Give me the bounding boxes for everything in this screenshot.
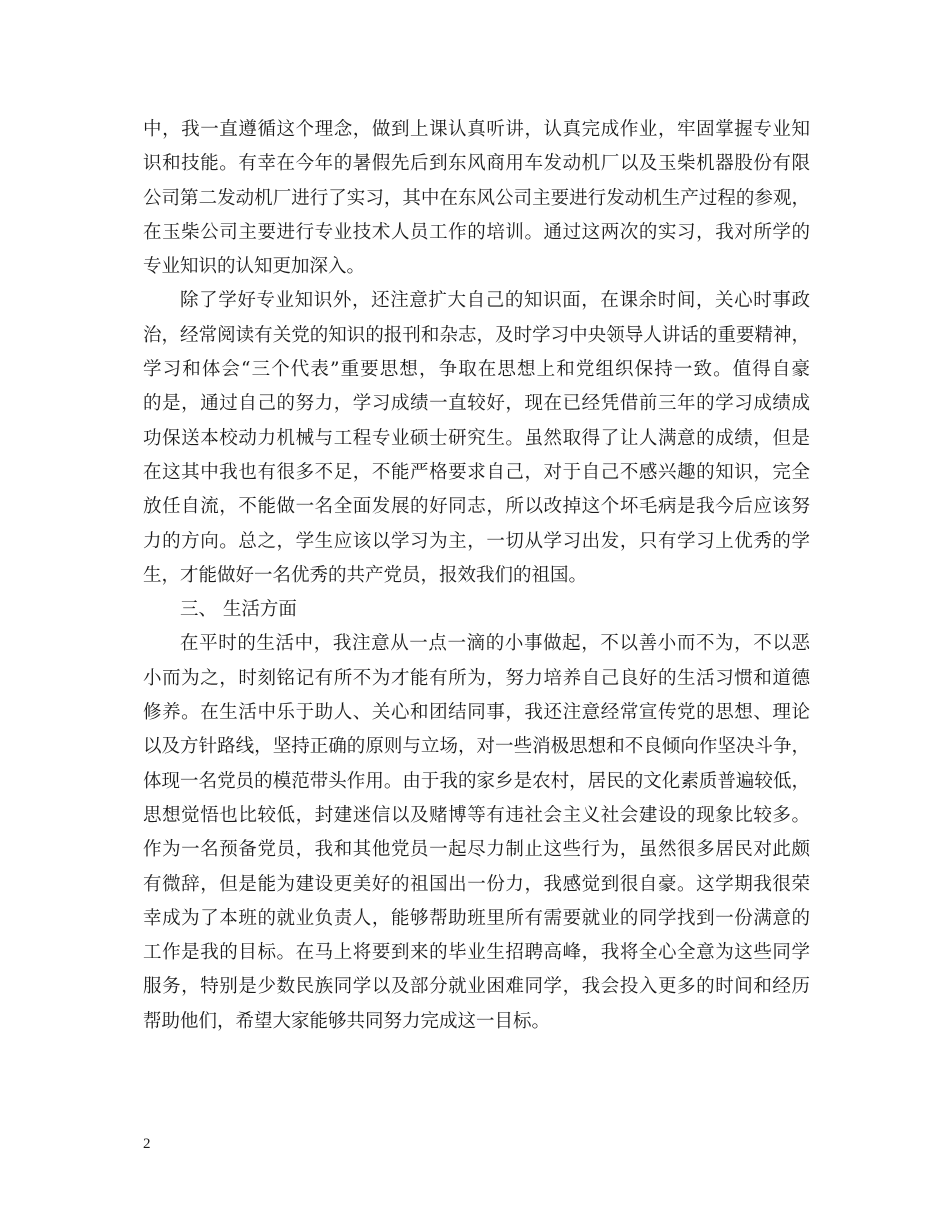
text-line: 的是，通过自己的努力，学习成绩一直较好，现在已经凭借前三年的学习成绩成	[143, 393, 810, 415]
text-line: 在平时的生活中，我注意从一点一滴的小事做起，不以善小而不为，不以恶	[180, 633, 810, 655]
text-line: 幸成为了本班的就业负责人，能够帮助班里所有需要就业的同学找到一份满意的	[143, 907, 810, 929]
body-text	[143, 113, 810, 1039]
text-line: 中，我一直遵循这个理念，做到上课认真听讲，认真完成作业，牢固掌握专业知	[143, 119, 810, 140]
text-line: 工作是我的目标。在马上将要到来的毕业生招聘高峰，我将全心全意为这些同学	[143, 942, 810, 964]
text-line: 有微辞，但是能为建设更美好的祖国出一份力，我感觉到很自豪。这学期我很荣	[143, 873, 810, 895]
section-heading: 三、 生活方面	[180, 599, 297, 621]
text-line: 除了学好专业知识外，还注意扩大自己的知识面，在课余时间，关心时事政	[180, 290, 810, 312]
text-line: 功保送本校动力机械与工程专业硕士研究生。虽然取得了让人满意的成绩，但是	[143, 427, 810, 449]
text-line: 体现一名党员的模范带头作用。由于我的家乡是农村，居民的文化素质普遍较低，	[143, 770, 810, 792]
text-line: 思想觉悟也比较低，封建迷信以及赌博等有违社会主义社会建设的现象比较多。	[143, 804, 810, 826]
text-line: 帮助他们，希望大家能够共同努力完成这一目标。	[143, 1010, 551, 1032]
text-line: 小而为之，时刻铭记有所不为才能有所为，努力培养自己良好的生活习惯和道德	[143, 667, 810, 689]
page-number: 2	[143, 1136, 151, 1152]
text-line: 识和技能。有幸在今年的暑假先后到东风商用车发动机厂以及玉柴机器股份有限	[143, 153, 810, 175]
text-line: 放任自流，不能做一名全面发展的好同志，所以改掉这个坏毛病是我今后应该努	[143, 496, 810, 518]
text-line: 专业知识的认知更加深入。	[143, 256, 366, 278]
text-line: 公司第二发动机厂进行了实习，其中在东风公司主要进行发动机生产过程的参观，	[143, 187, 810, 209]
text-line: 在这其中我也有很多不足，不能严格要求自己，对于自己不感兴趣的知识，完全	[143, 461, 810, 483]
text-line: 在玉柴公司主要进行专业技术人员工作的培训。通过这两次的实习，我对所学的	[143, 221, 810, 243]
text-line: 学习和体会“三个代表”重要思想，争取在思想上和党组织保持一致。值得自豪	[143, 359, 810, 381]
text-line: 生，才能做好一名优秀的共产党员，报效我们的祖国。	[143, 564, 588, 586]
text-line: 力的方向。总之，学生应该以学习为主，一切从学习出发，只有学习上优秀的学	[143, 530, 810, 552]
text-line: 作为一名预备党员，我和其他党员一起尽力制止这些行为，虽然很多居民对此颇	[143, 839, 810, 861]
text-line: 以及方针路线，坚持正确的原则与立场，对一些消极思想和不良倾向作坚决斗争，	[143, 736, 810, 758]
text-line: 修养。在生活中乐于助人、关心和团结同事，我还注意经常宣传党的思想、理论	[143, 702, 810, 724]
text-line: 服务，特别是少数民族同学以及部分就业困难同学，我会投入更多的时间和经历	[143, 976, 810, 998]
text-line: 治，经常阅读有关党的知识的报刊和杂志，及时学习中央领导人讲话的重要精神，	[143, 324, 810, 346]
